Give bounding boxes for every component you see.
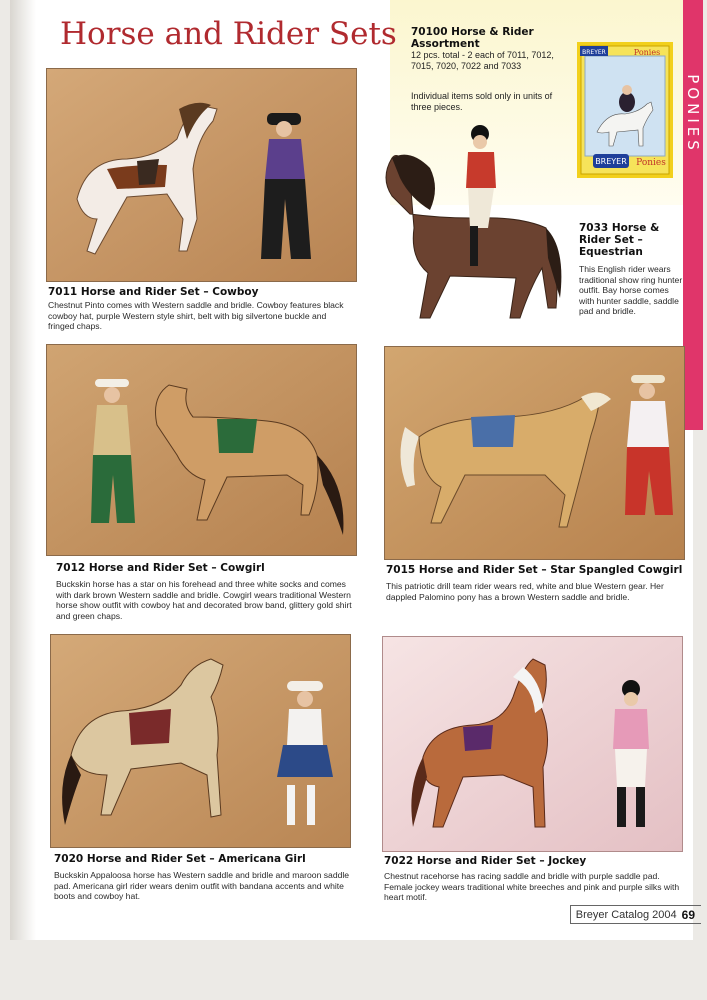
product-title-7012: 7012 Horse and Rider Set – Cowgirl xyxy=(56,562,265,574)
box-line-top: Ponies xyxy=(633,48,661,57)
product-desc-7033: This English rider wears traditional show ring hunter outfit. Bay horse comes with hunter saddle, saddle pad and bridle. xyxy=(579,264,683,317)
product-title-7011: 7011 Horse and Rider Set – Cowboy xyxy=(48,286,259,298)
section-tab-label: PONIES xyxy=(684,74,702,154)
product-title-7022: 7022 Horse and Rider Set – Jockey xyxy=(384,855,587,867)
product-photo-7033 xyxy=(370,118,570,333)
product-photo-7022 xyxy=(382,636,683,852)
product-desc-7015: This patriotic drill team rider wears red, white and blue Western gear. Her dappled Palomino pony has a brown Western saddle and bridle. xyxy=(386,581,664,602)
product-title-7015: 7015 Horse and Rider Set – Star Spangled Cowgirl xyxy=(386,564,683,576)
product-desc-7011: Chestnut Pinto comes with Western saddle and bridle. Cowboy features black cowboy hat, purple Western style shirt, belt with big silvertone buckle and fringed chaps. xyxy=(48,300,344,332)
assortment-title: 70100 Horse & Rider Assortment xyxy=(411,26,534,50)
product-photo-7012 xyxy=(46,344,357,556)
page-number: 69 xyxy=(681,907,695,922)
catalog-name: Breyer Catalog 2004 xyxy=(575,908,677,921)
assortment-details: 12 pcs. total - 2 each of 7011, 7012, 7015, 7020, 7022 and 7033 xyxy=(411,50,554,71)
box-brand: BREYER xyxy=(595,157,627,166)
product-desc-7022: Chestnut racehorse has racing saddle and bridle with purple saddle pad. Female jockey wears traditional white breeches and pink and purple silks with heart motif. xyxy=(384,871,680,903)
page-title: Horse and Rider Sets xyxy=(60,16,397,52)
product-desc-7012: Buckskin horse has a star on his forehead and three white socks and comes with dark brown Western saddle and bridle. Cowgirl wears traditional Western horse show outfit with cowboy hat and decorated brow band, glittery gold shirt and green chaps. xyxy=(56,579,352,621)
product-desc-7020: Buckskin Appaloosa horse has Western saddle and bridle and maroon saddle pad. Americana girl rider wears denim outfit with bandana accents and white boots and cowboy hat. xyxy=(54,870,350,902)
assortment-note: Individual items sold only in units of three pieces. xyxy=(411,91,553,112)
package-box-image xyxy=(577,42,673,178)
page-fold-shadow xyxy=(10,0,36,940)
section-tab xyxy=(683,0,703,430)
box-brand-top: BREYER xyxy=(582,49,606,56)
box-line: Ponies xyxy=(636,158,666,168)
product-title-7020: 7020 Horse and Rider Set – Americana Girl xyxy=(54,853,306,865)
product-photo-7011 xyxy=(46,68,357,282)
product-photo-7015 xyxy=(384,346,685,560)
catalog-page xyxy=(10,0,702,940)
product-title-7033: 7033 Horse & Rider Set – Equestrian xyxy=(579,222,660,258)
product-photo-7020 xyxy=(50,634,351,848)
page-footer xyxy=(570,905,701,924)
